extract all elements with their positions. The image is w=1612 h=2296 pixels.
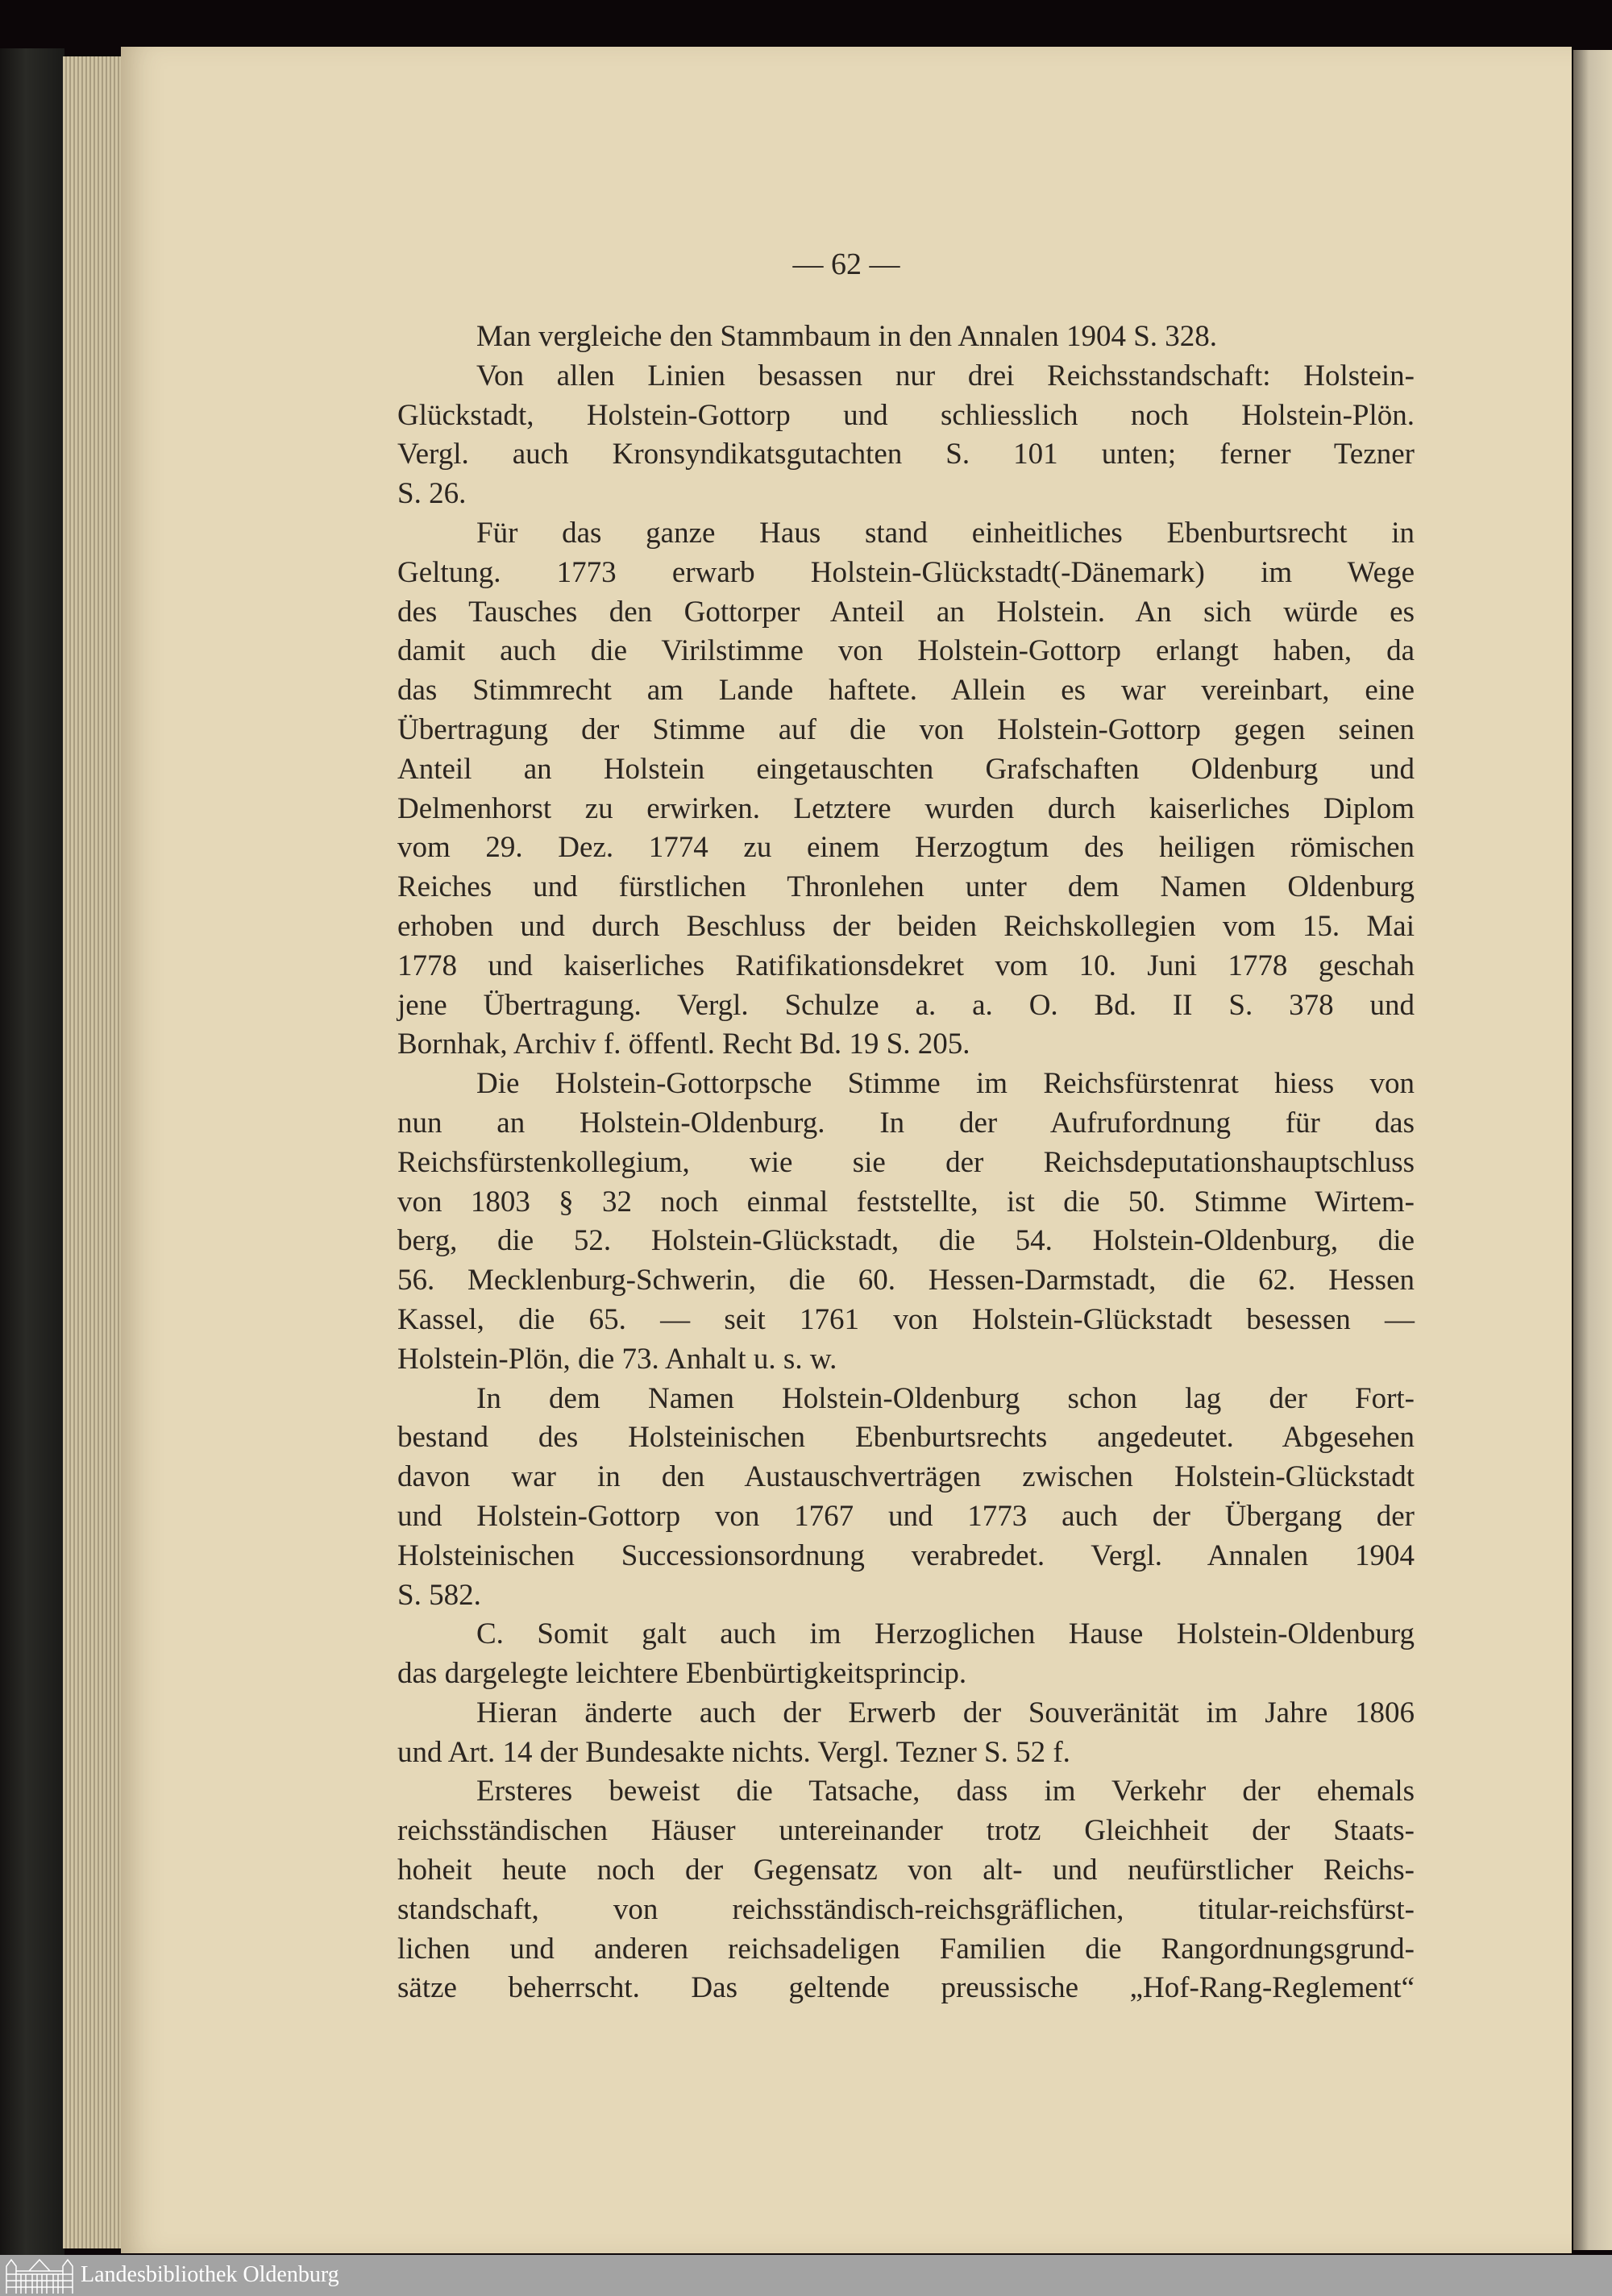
text-line: Übertragung der Stimme auf die von Holstein-Gottorp gegen seinen [397, 712, 1415, 746]
page-number: — 62 — [792, 247, 900, 281]
text-line: Von allen Linien besassen nur drei Reichsstandschaft: Holstein- [476, 359, 1415, 392]
text-line: von 1803 § 32 noch einmal feststellte, ist die 50. Stimme Wirtem- [397, 1185, 1415, 1219]
text-line: 1778 und kaiserliches Ratifikationsdekret vom 10. Juni 1778 geschah [397, 949, 1415, 982]
text-line: Anteil an Holstein eingetauschten Grafschaften Oldenburg und [397, 752, 1415, 786]
text-line: berg, die 52. Holstein-Glückstadt, die 54. Holstein-Oldenburg, die [397, 1224, 1415, 1258]
text-line: erhoben und durch Beschluss der beiden Reichskollegien vom 15. Mai [397, 909, 1415, 943]
footer-bar [0, 2255, 1612, 2296]
text-line: bestand des Holsteinischen Ebenburtsrechts angedeutet. Abgesehen [397, 1421, 1415, 1455]
text-line: damit auch die Virilstimme von Holstein-Gottorp erlangt haben, da [397, 634, 1415, 668]
text-line: Glückstadt, Holstein-Gottorp und schliesslich noch Holstein-Plön. [397, 398, 1415, 432]
next-page-edge [1573, 50, 1612, 2250]
text-line: standschaft, von reichsständisch-reichsgräflichen, titular-reichsfürst- [397, 1892, 1415, 1926]
text-line: lichen und anderen reichsadeligen Familien die Rangordnungsgrund- [397, 1932, 1415, 1966]
text-line: Geltung. 1773 erwarb Holstein-Glückstadt(-Dänemark) im Wege [397, 555, 1415, 589]
book-page [121, 47, 1572, 2253]
text-line: Holstein-Plön, die 73. Anhalt u. s. w. [397, 1342, 837, 1376]
body-text [397, 318, 1415, 2008]
text-line: Bornhak, Archiv f. öffentl. Recht Bd. 19 S. 205. [397, 1028, 970, 1061]
text-line: Ersteres beweist die Tatsache, dass im Verkehr der ehemals [476, 1775, 1415, 1808]
text-line: nun an Holstein-Oldenburg. In der Aufrufordnung für das [397, 1106, 1415, 1140]
footer-label: Landesbibliothek Oldenburg [81, 2262, 339, 2287]
text-line: das Stimmrecht am Lande haftete. Allein es war vereinbart, eine [397, 674, 1415, 708]
text-line: Reiches und fürstlichen Thronlehen unter dem Namen Oldenburg [397, 870, 1415, 904]
text-line: C. Somit galt auch im Herzoglichen Hause Holstein-Oldenburg [476, 1617, 1415, 1651]
text-line: Die Holstein-Gottorpsche Stimme im Reichsfürstenrat hiess von [476, 1067, 1415, 1101]
text-line: S. 582. [397, 1578, 481, 1612]
text-line: Delmenhorst zu erwirken. Letztere wurden durch kaiserliches Diplom [397, 791, 1415, 825]
text-line: In dem Namen Holstein-Oldenburg schon lag der Fort- [476, 1381, 1415, 1415]
text-line: Man vergleiche den Stammbaum in den Annalen 1904 S. 328. [476, 320, 1218, 353]
text-line: Holsteinischen Successionsordnung verabredet. Vergl. Annalen 1904 [397, 1538, 1415, 1572]
text-line: hoheit heute noch der Gegensatz von alt- und neufürstlicher Reichs- [397, 1854, 1415, 1887]
text-line: des Tausches den Gottorper Anteil an Holstein. An sich würde es [397, 595, 1415, 629]
text-line: Vergl. auch Kronsyndikatsgutachten S. 101 unten; ferner Tezner [397, 438, 1415, 471]
text-line: 56. Mecklenburg-Schwerin, die 60. Hessen-Darmstadt, die 62. Hessen [397, 1264, 1415, 1297]
text-line: Für das ganze Haus stand einheitliches Ebenburtsrecht in [476, 516, 1415, 550]
text-line: und Art. 14 der Bundesakte nichts. Vergl. Tezner S. 52 f. [397, 1735, 1070, 1769]
text-line: S. 26. [397, 477, 467, 511]
text-line: vom 29. Dez. 1774 zu einem Herzogtum des heiligen römischen [397, 831, 1415, 865]
text-line: Hieran änderte auch der Erwerb der Souveränität im Jahre 1806 [476, 1696, 1415, 1729]
book-binding [0, 48, 64, 2257]
text-line: davon war in den Austauschverträgen zwischen Holstein-Glückstadt [397, 1460, 1415, 1494]
text-line: jene Übertragung. Vergl. Schulze a. a. O. Bd. II S. 378 und [397, 988, 1415, 1022]
text-line: und Holstein-Gottorp von 1767 und 1773 auch der Übergang der [397, 1499, 1415, 1533]
text-line: Reichsfürstenkollegium, wie sie der Reichsdeputationshauptschluss [397, 1145, 1415, 1179]
text-line: reichsständischen Häuser untereinander trotz Gleichheit der Staats- [397, 1814, 1415, 1848]
page-edges [63, 56, 127, 2248]
library-building-icon [5, 2257, 74, 2294]
text-line: Kassel, die 65. — seit 1761 von Holstein-Glückstadt besessen — [397, 1302, 1415, 1336]
text-line: sätze beherrscht. Das geltende preussische „Hof-Rang-Reglement“ [397, 1971, 1415, 2005]
text-line: das dargelegte leichtere Ebenbürtigkeitsprincip. [397, 1657, 967, 1691]
